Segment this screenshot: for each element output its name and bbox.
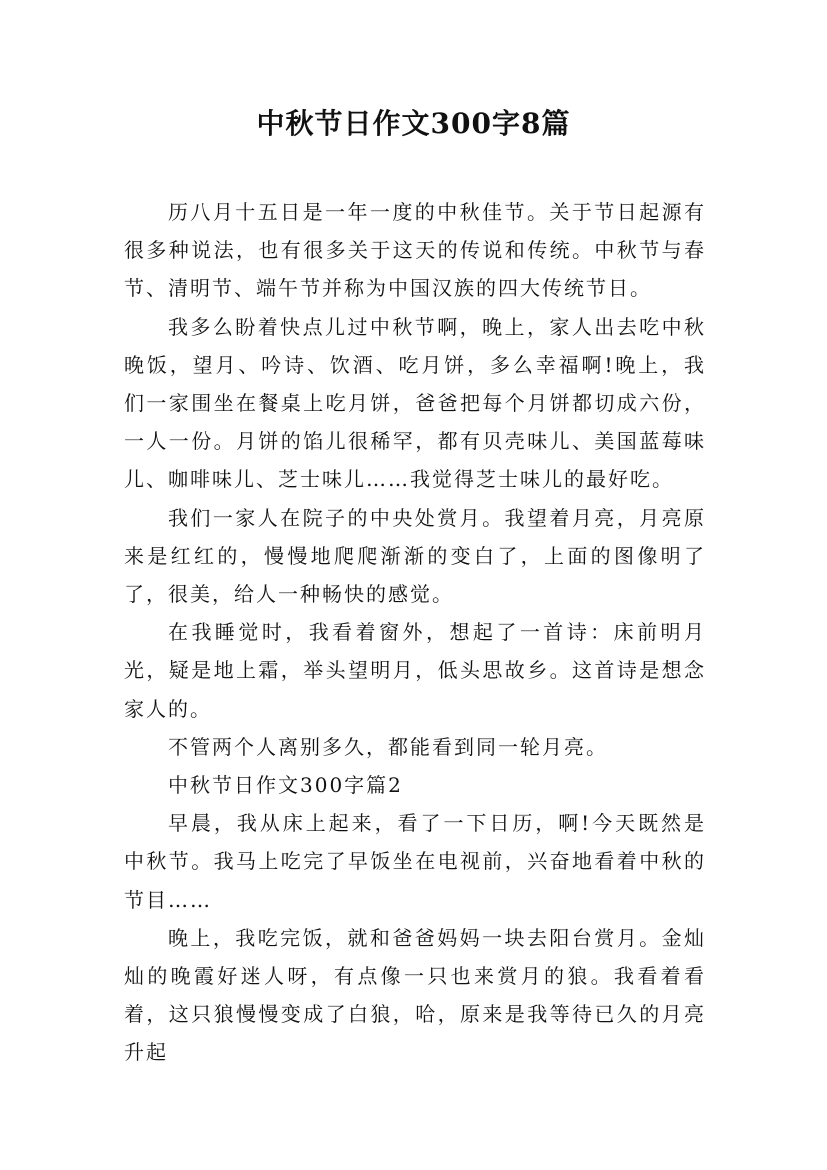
paragraph: 晚上，我吃完饭，就和爸爸妈妈一块去阳台赏月。金灿灿的晚霞好迷人呀，有点像一只也来赏月的狼。我看着看着，这只狼慢慢变成了白狼，哈，原来是我等待已久的月亮升起 <box>124 925 706 1065</box>
document-title: 中秋节日作文300字8篇 <box>256 107 571 140</box>
section-heading: 中秋节日作文300字篇2 <box>168 773 403 798</box>
paragraph: 早晨，我从床上起来，看了一下日历，啊!今天既然是中秋节。我马上吃完了早饭坐在电视前，兴奋地看着中秋的节目…… <box>124 811 706 912</box>
paragraph: 历八月十五日是一年一度的中秋佳节。关于节日起源有很多种说法，也有很多关于这天的传说和传统。中秋节与春节、清明节、端午节并称为中国汉族的四大传统节日。 <box>124 200 706 301</box>
paragraph: 在我睡觉时，我看着窗外，想起了一首诗：床前明月光，疑是地上霜，举头望明月，低头思故乡。这首诗是想念家人的。 <box>124 620 706 721</box>
paragraph: 我们一家人在院子的中央处赏月。我望着月亮，月亮原来是红红的，慢慢地爬爬渐渐的变白了，上面的图像明了了，很美，给人一种畅快的感觉。 <box>124 505 706 607</box>
paragraph: 我多么盼着快点儿过中秋节啊，晚上，家人出去吃中秋晚饭，望月、吟诗、饮酒、吃月饼，多么幸福啊!晚上，我们一家围坐在餐桌上吃月饼，爸爸把每个月饼都切成六份，一人一份。月饼的馅儿很稀罕，都有贝壳味儿、美国蓝莓味儿、咖啡味儿、芝士味儿……我觉得芝士味儿的最好吃。 <box>124 314 706 492</box>
paragraph: 不管两个人离别多久，都能看到同一轮月亮。 <box>168 734 608 759</box>
document-body <box>124 193 706 1072</box>
